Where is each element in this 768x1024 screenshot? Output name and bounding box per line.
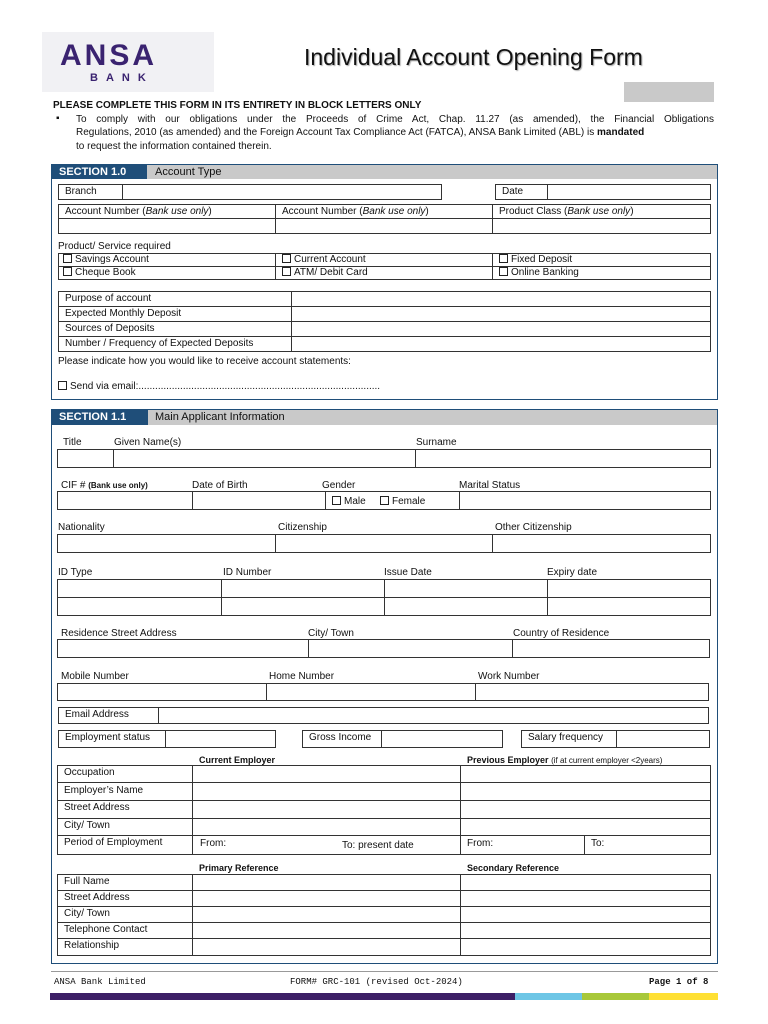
work-input[interactable]: [475, 683, 709, 701]
product-class-label: Product Class (Bank use only): [492, 204, 711, 219]
checkbox-icon[interactable]: [282, 267, 291, 276]
period-previous-to: To:: [591, 838, 605, 849]
previous-employer-note: (if at current employer <2years): [551, 756, 663, 765]
home-input[interactable]: [266, 683, 476, 701]
bank-use-text: Bank use only: [567, 206, 631, 217]
nationality-label: Nationality: [58, 522, 105, 533]
deposit-sources-label: Sources of Deposits: [58, 321, 292, 337]
date-input[interactable]: [547, 184, 711, 200]
bank-use-text: Bank use only: [145, 206, 209, 217]
checkbox-icon[interactable]: [332, 496, 341, 505]
product-savings[interactable]: [58, 253, 276, 267]
city-input[interactable]: [308, 639, 513, 658]
issue-date-input-1[interactable]: [384, 579, 548, 598]
checkbox-icon[interactable]: [63, 267, 72, 276]
ref-full-name-label: Full Name: [57, 874, 193, 891]
employer-street-label: Street Address: [57, 800, 193, 819]
given-name-input[interactable]: [113, 449, 416, 468]
other-citizenship-input[interactable]: [492, 534, 711, 553]
section-1-0-number: SECTION 1.0: [52, 165, 147, 179]
surname-label: Surname: [416, 437, 457, 448]
checkbox-icon[interactable]: [380, 496, 389, 505]
cif-note: (Bank use only): [88, 481, 148, 490]
male-label: Male: [344, 496, 366, 507]
mandated-text: mandated: [597, 127, 645, 138]
date-label: Date: [495, 184, 548, 200]
footer-bar-blue: [515, 993, 582, 1000]
nationality-input[interactable]: [57, 534, 276, 553]
instructions-line2: [76, 127, 644, 139]
marital-label: Marital Status: [459, 480, 521, 491]
purpose-label: Purpose of account: [58, 291, 292, 307]
id-type-input-1[interactable]: [57, 579, 222, 598]
id-type-input-2[interactable]: [57, 597, 222, 616]
footer-bar-purple: [50, 993, 515, 1000]
employer-street-previous[interactable]: [460, 800, 711, 819]
checkbox-icon[interactable]: [63, 254, 72, 263]
previous-employer-text: Previous Employer: [467, 755, 549, 765]
country-label: Country of Residence: [513, 628, 610, 639]
ref-street-label: Street Address: [57, 890, 193, 907]
email-input[interactable]: [158, 707, 709, 724]
account-number-input-1[interactable]: [58, 218, 276, 234]
issue-date-input-2[interactable]: [384, 597, 548, 616]
deposit-frequency-label: Number / Frequency of Expected Deposits: [58, 336, 292, 352]
statement-question: Please indicate how you would like to receive account statements:: [58, 356, 351, 367]
instructions-heading: PLEASE COMPLETE THIS FORM IN ITS ENTIRETY IN BLOCK LETTERS ONLY: [53, 100, 422, 111]
expiry-date-label: Expiry date: [547, 567, 598, 578]
ref-full-name-primary[interactable]: [192, 874, 461, 891]
section-1-1-title: Main Applicant Information: [155, 411, 285, 423]
instructions-line3: to request the information contained therein.: [76, 141, 272, 152]
logo-sub: BANK: [90, 72, 154, 84]
ref-telephone-secondary[interactable]: [460, 922, 711, 939]
ref-city-label: City/ Town: [57, 906, 193, 923]
issue-date-label: Issue Date: [384, 567, 432, 578]
deposit-frequency-input[interactable]: [291, 336, 711, 352]
page-total: 8: [703, 977, 709, 987]
gender-male[interactable]: [332, 496, 366, 508]
title-input[interactable]: [57, 449, 114, 468]
ref-street-primary[interactable]: [192, 890, 461, 907]
occupation-current[interactable]: [192, 765, 461, 783]
ref-city-primary[interactable]: [192, 906, 461, 923]
footer-page: [649, 977, 708, 987]
residence-address-label: Residence Street Address: [61, 628, 177, 639]
branch-input[interactable]: [122, 184, 442, 200]
period-current-to: To: present date: [342, 840, 414, 851]
checkbox-icon[interactable]: [499, 254, 508, 263]
product-online-label: Online Banking: [511, 267, 579, 278]
employment-status-label: Employment status: [58, 730, 166, 748]
occupation-label: Occupation: [57, 765, 193, 783]
footer-bar-yellow: [649, 993, 718, 1000]
surname-input[interactable]: [415, 449, 711, 468]
cif-input[interactable]: [57, 491, 193, 510]
current-employer-heading: Current Employer: [199, 755, 276, 765]
salary-frequency-label: Salary frequency: [521, 730, 617, 748]
section-1-0-title: Account Type: [155, 166, 222, 178]
product-class-text: Product Class: [499, 206, 562, 217]
other-citizenship-label: Other Citizenship: [495, 522, 572, 533]
account-number-label-1: Account Number (Bank use only): [58, 204, 276, 219]
country-input[interactable]: [512, 639, 710, 658]
gender-label: Gender: [322, 480, 356, 491]
product-current-label: Current Account: [294, 254, 366, 265]
occupation-previous[interactable]: [460, 765, 711, 783]
dob-label: Date of Birth: [192, 480, 248, 491]
expiry-date-input-2[interactable]: [547, 597, 711, 616]
female-label: Female: [392, 496, 426, 507]
ref-relationship-primary[interactable]: [192, 938, 461, 956]
home-label: Home Number: [269, 671, 335, 682]
bullet-icon: ▪: [56, 113, 60, 124]
checkbox-icon[interactable]: [282, 254, 291, 263]
branch-label: Branch: [58, 184, 123, 200]
gross-income-label: Gross Income: [302, 730, 382, 748]
product-atm-label: ATM/ Debit Card: [294, 267, 368, 278]
gender-female[interactable]: [380, 496, 425, 508]
product-online[interactable]: [492, 266, 711, 280]
footer-company: ANSA Bank Limited: [54, 977, 146, 987]
residence-address-input[interactable]: [57, 639, 309, 658]
period-previous-from: From:: [467, 838, 494, 849]
citizenship-input[interactable]: [275, 534, 493, 553]
instructions-line2-text: Regulations, 2010 (as amended) and the Foreign Account Tax Compliance Act (FATCA), ANSA Bank Limited (ABL) is: [76, 127, 598, 138]
section-1-1-number: SECTION 1.1: [52, 410, 148, 425]
product-cheque[interactable]: [58, 266, 276, 280]
employer-city-current[interactable]: [192, 818, 461, 836]
monthly-deposit-label: Expected Monthly Deposit: [58, 306, 292, 322]
deposit-sources-input[interactable]: [291, 321, 711, 337]
employer-name-label: Employer’s Name: [57, 782, 193, 801]
marital-input[interactable]: [459, 491, 711, 510]
employment-period-current[interactable]: [192, 835, 461, 855]
section-1-1-header: [52, 410, 717, 425]
product-fixed-label: Fixed Deposit: [511, 254, 573, 265]
bank-use-text: Bank use only: [362, 206, 426, 217]
secondary-reference-heading: Secondary Reference: [467, 863, 560, 873]
product-savings-label: Savings Account: [75, 254, 149, 265]
product-fixed[interactable]: [492, 253, 711, 267]
id-number-input-2[interactable]: [221, 597, 385, 616]
ref-city-secondary[interactable]: [460, 906, 711, 923]
employer-city-previous[interactable]: [460, 818, 711, 836]
gross-income-input[interactable]: [381, 730, 503, 748]
logo: [42, 32, 214, 92]
period-current-from: From:: [200, 838, 227, 849]
email-label: Email Address: [58, 707, 159, 724]
ref-relationship-secondary[interactable]: [460, 938, 711, 956]
cif-text: CIF #: [61, 480, 86, 491]
email-statement-label: Send via email:.......................................................................................: [70, 381, 381, 392]
dob-input[interactable]: [192, 491, 326, 510]
title-label: Title: [63, 437, 82, 448]
employer-city-label: City/ Town: [57, 818, 193, 836]
ref-full-name-secondary[interactable]: [460, 874, 711, 891]
footer-form-number: FORM# GRC-101 (revised Oct-2024): [290, 977, 463, 987]
product-atm[interactable]: [275, 266, 493, 280]
checkbox-icon[interactable]: [499, 267, 508, 276]
acct-num-text: Account Number: [282, 206, 357, 217]
city-label: City/ Town: [308, 628, 354, 639]
page-label: Page 1 of: [649, 977, 704, 987]
salary-frequency-input[interactable]: [616, 730, 710, 748]
account-number-input-2[interactable]: [275, 218, 493, 234]
product-current[interactable]: [275, 253, 493, 267]
employment-status-input[interactable]: [165, 730, 276, 748]
purpose-input[interactable]: [291, 291, 711, 307]
id-type-label: ID Type: [58, 567, 93, 578]
id-number-label: ID Number: [223, 567, 272, 578]
employment-period-label: Period of Employment: [57, 835, 193, 855]
footer-bar-green: [582, 993, 649, 1000]
email-statement-option[interactable]: [58, 381, 380, 393]
monthly-deposit-input[interactable]: [291, 306, 711, 322]
product-class-input[interactable]: [492, 218, 711, 234]
instructions-line1: To comply with our obligations under the Proceeds of Crime Act, Chap. 11.27 (as amended), the Financial Obligations: [76, 114, 714, 125]
mobile-label: Mobile Number: [61, 671, 129, 682]
ref-relationship-label: Relationship: [57, 938, 193, 956]
id-number-input-1[interactable]: [221, 579, 385, 598]
office-use-box: [624, 82, 714, 102]
employer-street-current[interactable]: [192, 800, 461, 819]
account-number-label-2: Account Number (Bank use only): [275, 204, 493, 219]
primary-reference-heading: Primary Reference: [199, 863, 279, 873]
checkbox-icon[interactable]: [58, 381, 67, 390]
product-required-label: Product/ Service required: [58, 241, 171, 252]
work-label: Work Number: [478, 671, 540, 682]
section-1-0-header: [52, 165, 717, 179]
mobile-input[interactable]: [57, 683, 267, 701]
employer-name-previous[interactable]: [460, 782, 711, 801]
citizenship-label: Citizenship: [278, 522, 327, 533]
expiry-date-input-1[interactable]: [547, 579, 711, 598]
product-cheque-label: Cheque Book: [75, 267, 136, 278]
acct-num-text: Account Number: [65, 206, 140, 217]
logo-name: ANSA: [60, 39, 158, 72]
ref-telephone-primary[interactable]: [192, 922, 461, 939]
given-name-label: Given Name(s): [114, 437, 182, 448]
page-title: Individual Account Opening Form: [304, 44, 643, 70]
ref-street-secondary[interactable]: [460, 890, 711, 907]
employer-name-current[interactable]: [192, 782, 461, 801]
footer-rule: [51, 971, 718, 972]
ref-telephone-label: Telephone Contact: [57, 922, 193, 939]
